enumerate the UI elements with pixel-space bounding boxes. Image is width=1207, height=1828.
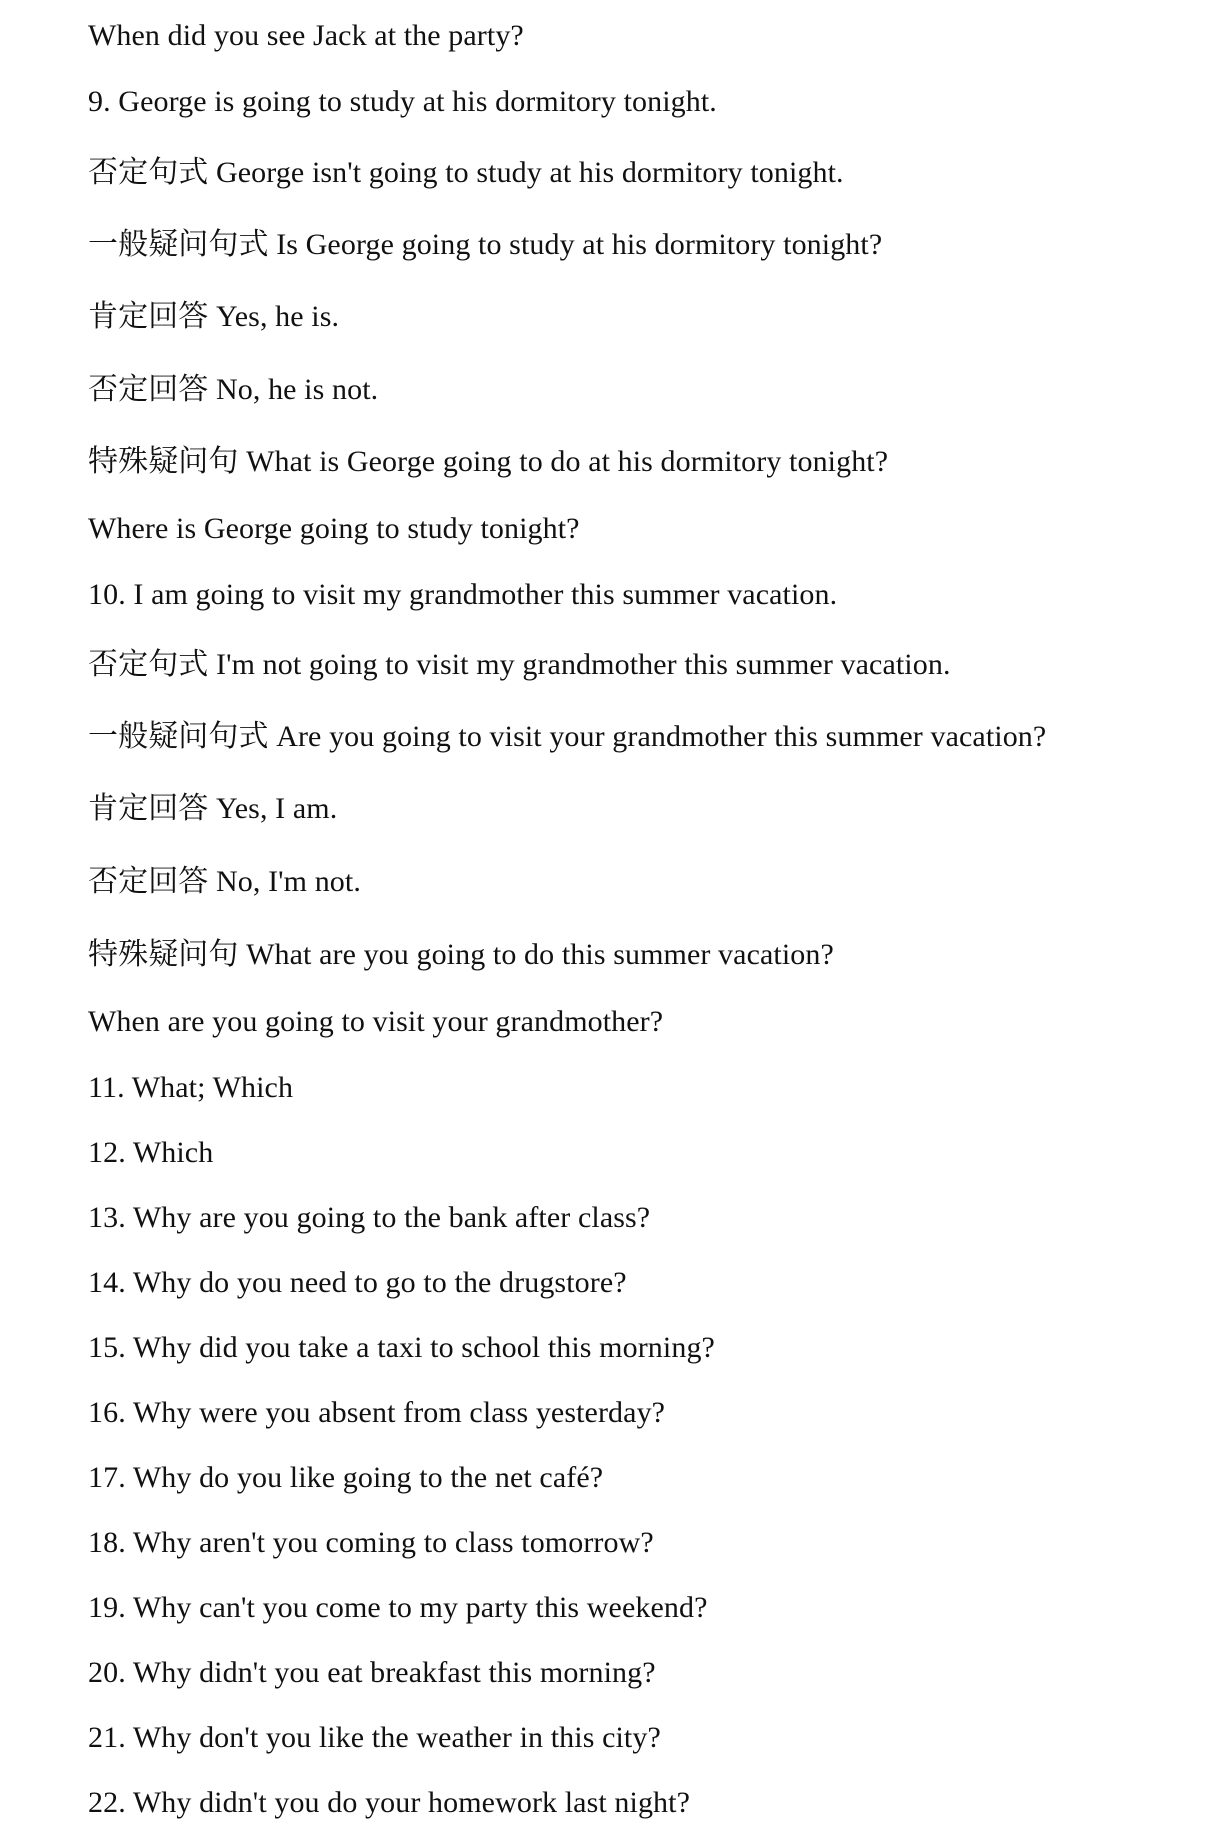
- text-line: 否定句式 George isn't going to study at his dormitory tonight.: [88, 156, 844, 189]
- text-line: 19. Why can't you come to my party this weekend?: [88, 1591, 708, 1624]
- text-line: 9. George is going to study at his dormitory tonight.: [88, 85, 717, 118]
- text-line: 否定回答 No, he is not.: [88, 373, 379, 406]
- text-line: Where is George going to study tonight?: [88, 512, 580, 545]
- text-line: 18. Why aren't you coming to class tomorrow?: [88, 1526, 654, 1559]
- text-line: 特殊疑问句 What is George going to do at his dormitory tonight?: [88, 445, 889, 478]
- text-line: 20. Why didn't you eat breakfast this morning?: [88, 1656, 656, 1689]
- text-line: 12. Which: [88, 1136, 214, 1169]
- text-line: 肯定回答 Yes, I am.: [88, 792, 338, 825]
- text-line: 否定句式 I'm not going to visit my grandmother this summer vacation.: [88, 648, 951, 681]
- text-line: 特殊疑问句 What are you going to do this summer vacation?: [88, 938, 834, 971]
- text-line: When are you going to visit your grandmother?: [88, 1005, 664, 1038]
- text-line: 11. What; Which: [88, 1071, 294, 1104]
- text-line: 否定回答 No, I'm not.: [88, 865, 361, 898]
- text-line: 22. Why didn't you do your homework last night?: [88, 1786, 690, 1819]
- text-line: 一般疑问句式 Are you going to visit your grandmother this summer vacation?: [88, 720, 1047, 753]
- text-line: 10. I am going to visit my grandmother this summer vacation.: [88, 578, 838, 611]
- text-line: 肯定回答 Yes, he is.: [88, 300, 340, 333]
- text-line: 21. Why don't you like the weather in this city?: [88, 1721, 661, 1754]
- text-line: When did you see Jack at the party?: [88, 19, 524, 52]
- text-line: 一般疑问句式 Is George going to study at his dormitory tonight?: [88, 228, 883, 261]
- text-line: 17. Why do you like going to the net café?: [88, 1461, 604, 1494]
- text-line: 15. Why did you take a taxi to school this morning?: [88, 1331, 715, 1364]
- text-line: 14. Why do you need to go to the drugstore?: [88, 1266, 627, 1299]
- text-line: 16. Why were you absent from class yesterday?: [88, 1396, 666, 1429]
- text-line: 13. Why are you going to the bank after class?: [88, 1201, 651, 1234]
